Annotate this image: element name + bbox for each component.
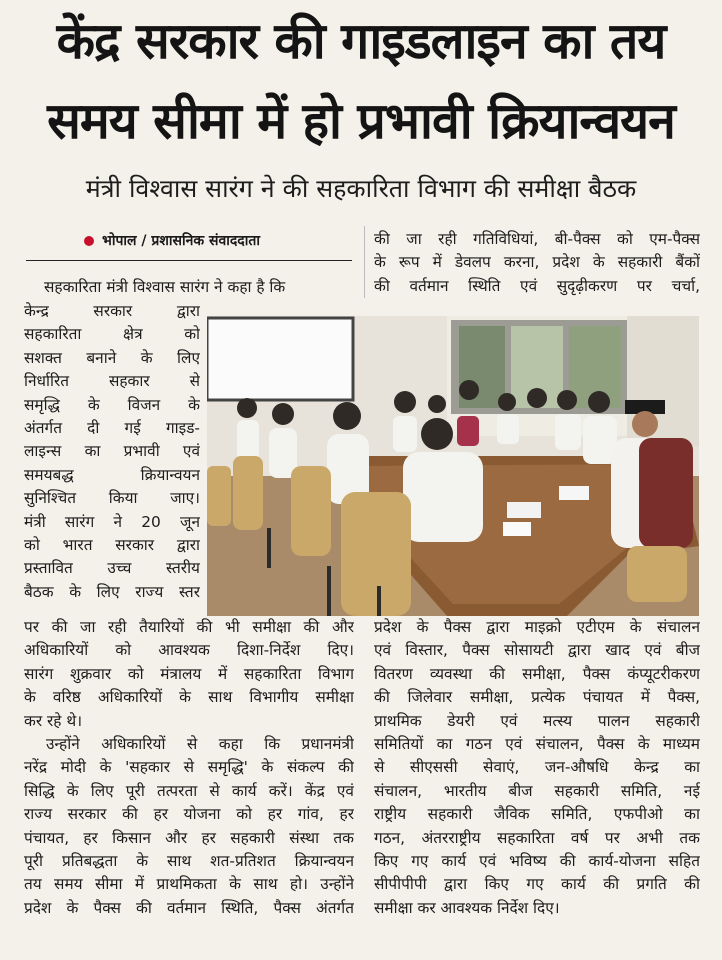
text-line: बैठक के लिए राज्य स्तर bbox=[24, 582, 200, 601]
text-line: राष्ट्रीय सहकारी जैविक समिति, एफपीओ का bbox=[374, 805, 700, 824]
article-right-top bbox=[374, 228, 700, 298]
text-line: की जा रही गतिविधियां, बी-पैक्स को एम-पैक्स bbox=[374, 230, 700, 248]
text-line: सारंग शुक्रवार को मंत्रालय में सहकारिता विभाग bbox=[24, 664, 354, 683]
text-line: समीक्षा कर आवश्यक निर्देश दिए। bbox=[374, 898, 560, 917]
text-line: एवं विस्तार, पैक्स सोसायटी द्वारा खाद एवं बीज bbox=[374, 641, 700, 660]
text-line: सहकारिता मंत्री विश्वास सारंग ने कहा है कि bbox=[44, 278, 286, 296]
text-line: निर्धारित सहकार से bbox=[24, 372, 200, 391]
subheadline: मंत्री विश्वास सारंग ने की सहकारिता विभाग की समीक्षा बैठक bbox=[85, 174, 637, 203]
text-line: पंचायत, हर किसान और हर सहकारी संस्था तक bbox=[24, 828, 354, 847]
text-line: समयबद्ध क्रियान्वयन bbox=[24, 465, 200, 484]
text-line: उन्होंने अधिकारियों से कहा कि प्रधानमंत्री bbox=[46, 735, 354, 754]
text-line: प्राथमिक डेयरी एवं मत्स्य पालन सहकारी bbox=[374, 711, 700, 730]
text-line: सिद्धि के लिए पूरी तत्परता से कार्य करें। केंद्र एवं bbox=[24, 781, 354, 800]
headline-line-1: केंद्र सरकार की गाइडलाइन का तय bbox=[56, 12, 666, 70]
byline-divider bbox=[26, 260, 352, 261]
bullet-dot-icon bbox=[84, 236, 94, 246]
article-left-narrow bbox=[24, 300, 200, 604]
text-line: अंतर्गत दी गई गाइड- bbox=[24, 419, 200, 438]
text-line: की जिलेवार समीक्षा, प्रत्येक पंचायत में पैक्स, bbox=[374, 688, 700, 707]
text-line: लाइन्स का प्रभावी एवं bbox=[24, 442, 200, 461]
text-line: कर रहे थे। bbox=[24, 711, 83, 730]
text-line: सीपीपीपी द्वारा किए गए कार्य की प्रगति की bbox=[374, 875, 700, 894]
text-line: मंत्री सारंग ने 20 जून bbox=[24, 512, 200, 531]
text-line: सहकारिता क्षेत्र को bbox=[24, 325, 200, 344]
text-line: केन्द्र सरकार द्वारा bbox=[24, 302, 200, 320]
column-divider bbox=[364, 226, 365, 298]
text-line: समितियों का गठन एवं संचालन, पैक्स के माध्यम bbox=[374, 735, 700, 754]
text-line: राज्य सरकार की हर योजना को हर गांव, हर bbox=[24, 805, 354, 824]
text-line: नरेंद्र मोदी के 'सहकार से समृद्धि' के संकल्प की bbox=[24, 758, 354, 777]
text-line: समृद्धि के विजन के bbox=[24, 395, 200, 414]
text-line: पर की जा रही तैयारियों की भी समीक्षा की और bbox=[24, 618, 354, 636]
text-line: प्रस्तावित उच्च स्तरीय bbox=[24, 559, 200, 578]
text-line: को भारत सरकार द्वारा bbox=[24, 536, 200, 555]
text-line: से सीएससी सेवाएं, जन-औषधि केन्द्र का bbox=[374, 758, 700, 777]
text-line: की वर्तमान स्थिति एवं सुदृढ़ीकरण पर चर्चा, bbox=[374, 276, 700, 295]
text-line: सुनिश्चित किया जाए। bbox=[24, 489, 200, 508]
text-line: तय समय सीमा में प्राथमिकता के साथ हो। उन्होंने bbox=[24, 875, 354, 894]
text-line: किए गए कार्य एवं भविष्य की कार्य-योजना सहित bbox=[374, 852, 700, 871]
text-line: संचालन, भारतीय बीज सहकारी समिति, नई bbox=[374, 781, 700, 800]
article-right-bottom bbox=[374, 616, 700, 920]
byline-text: भोपाल / प्रशासनिक संवाददाता bbox=[102, 233, 260, 249]
text-line: अधिकारियों को आवश्यक दिशा-निर्देश दिए। bbox=[24, 641, 354, 660]
text-line: प्रदेश के पैक्स द्वारा माइक्रो एटीएम के संचालन bbox=[374, 618, 700, 636]
text-line: पूरी प्रतिबद्धता के साथ शत-प्रतिशत क्रियान्वयन bbox=[24, 852, 354, 871]
meeting-photo-illustration bbox=[207, 316, 699, 616]
text-line: सशक्त बनाने के लिए bbox=[24, 348, 200, 367]
text-line: के रूप में डेवलप करना, प्रदेश के सहकारी बैंकों bbox=[374, 253, 700, 272]
article-left-bottom bbox=[24, 616, 354, 920]
text-line: प्रदेश के पैक्स की वर्तमान स्थिति, पैक्स अंतर्गत bbox=[24, 898, 354, 917]
headline-line-2: समय सीमा में हो प्रभावी क्रियान्वयन bbox=[47, 92, 675, 150]
text-line: वितरण व्यवस्था की समीक्षा, पैक्स कंप्यूटरीकरण bbox=[374, 664, 700, 683]
text-line: गठन, अंतरराष्ट्रीय सहकारिता वर्ष पर अभी तक bbox=[374, 828, 700, 847]
text-line: के वरिष्ठ अधिकारियों के साथ विभागीय समीक्षा bbox=[24, 688, 354, 707]
meeting-photo bbox=[207, 316, 699, 616]
byline bbox=[84, 230, 260, 252]
article-intro bbox=[44, 276, 352, 299]
